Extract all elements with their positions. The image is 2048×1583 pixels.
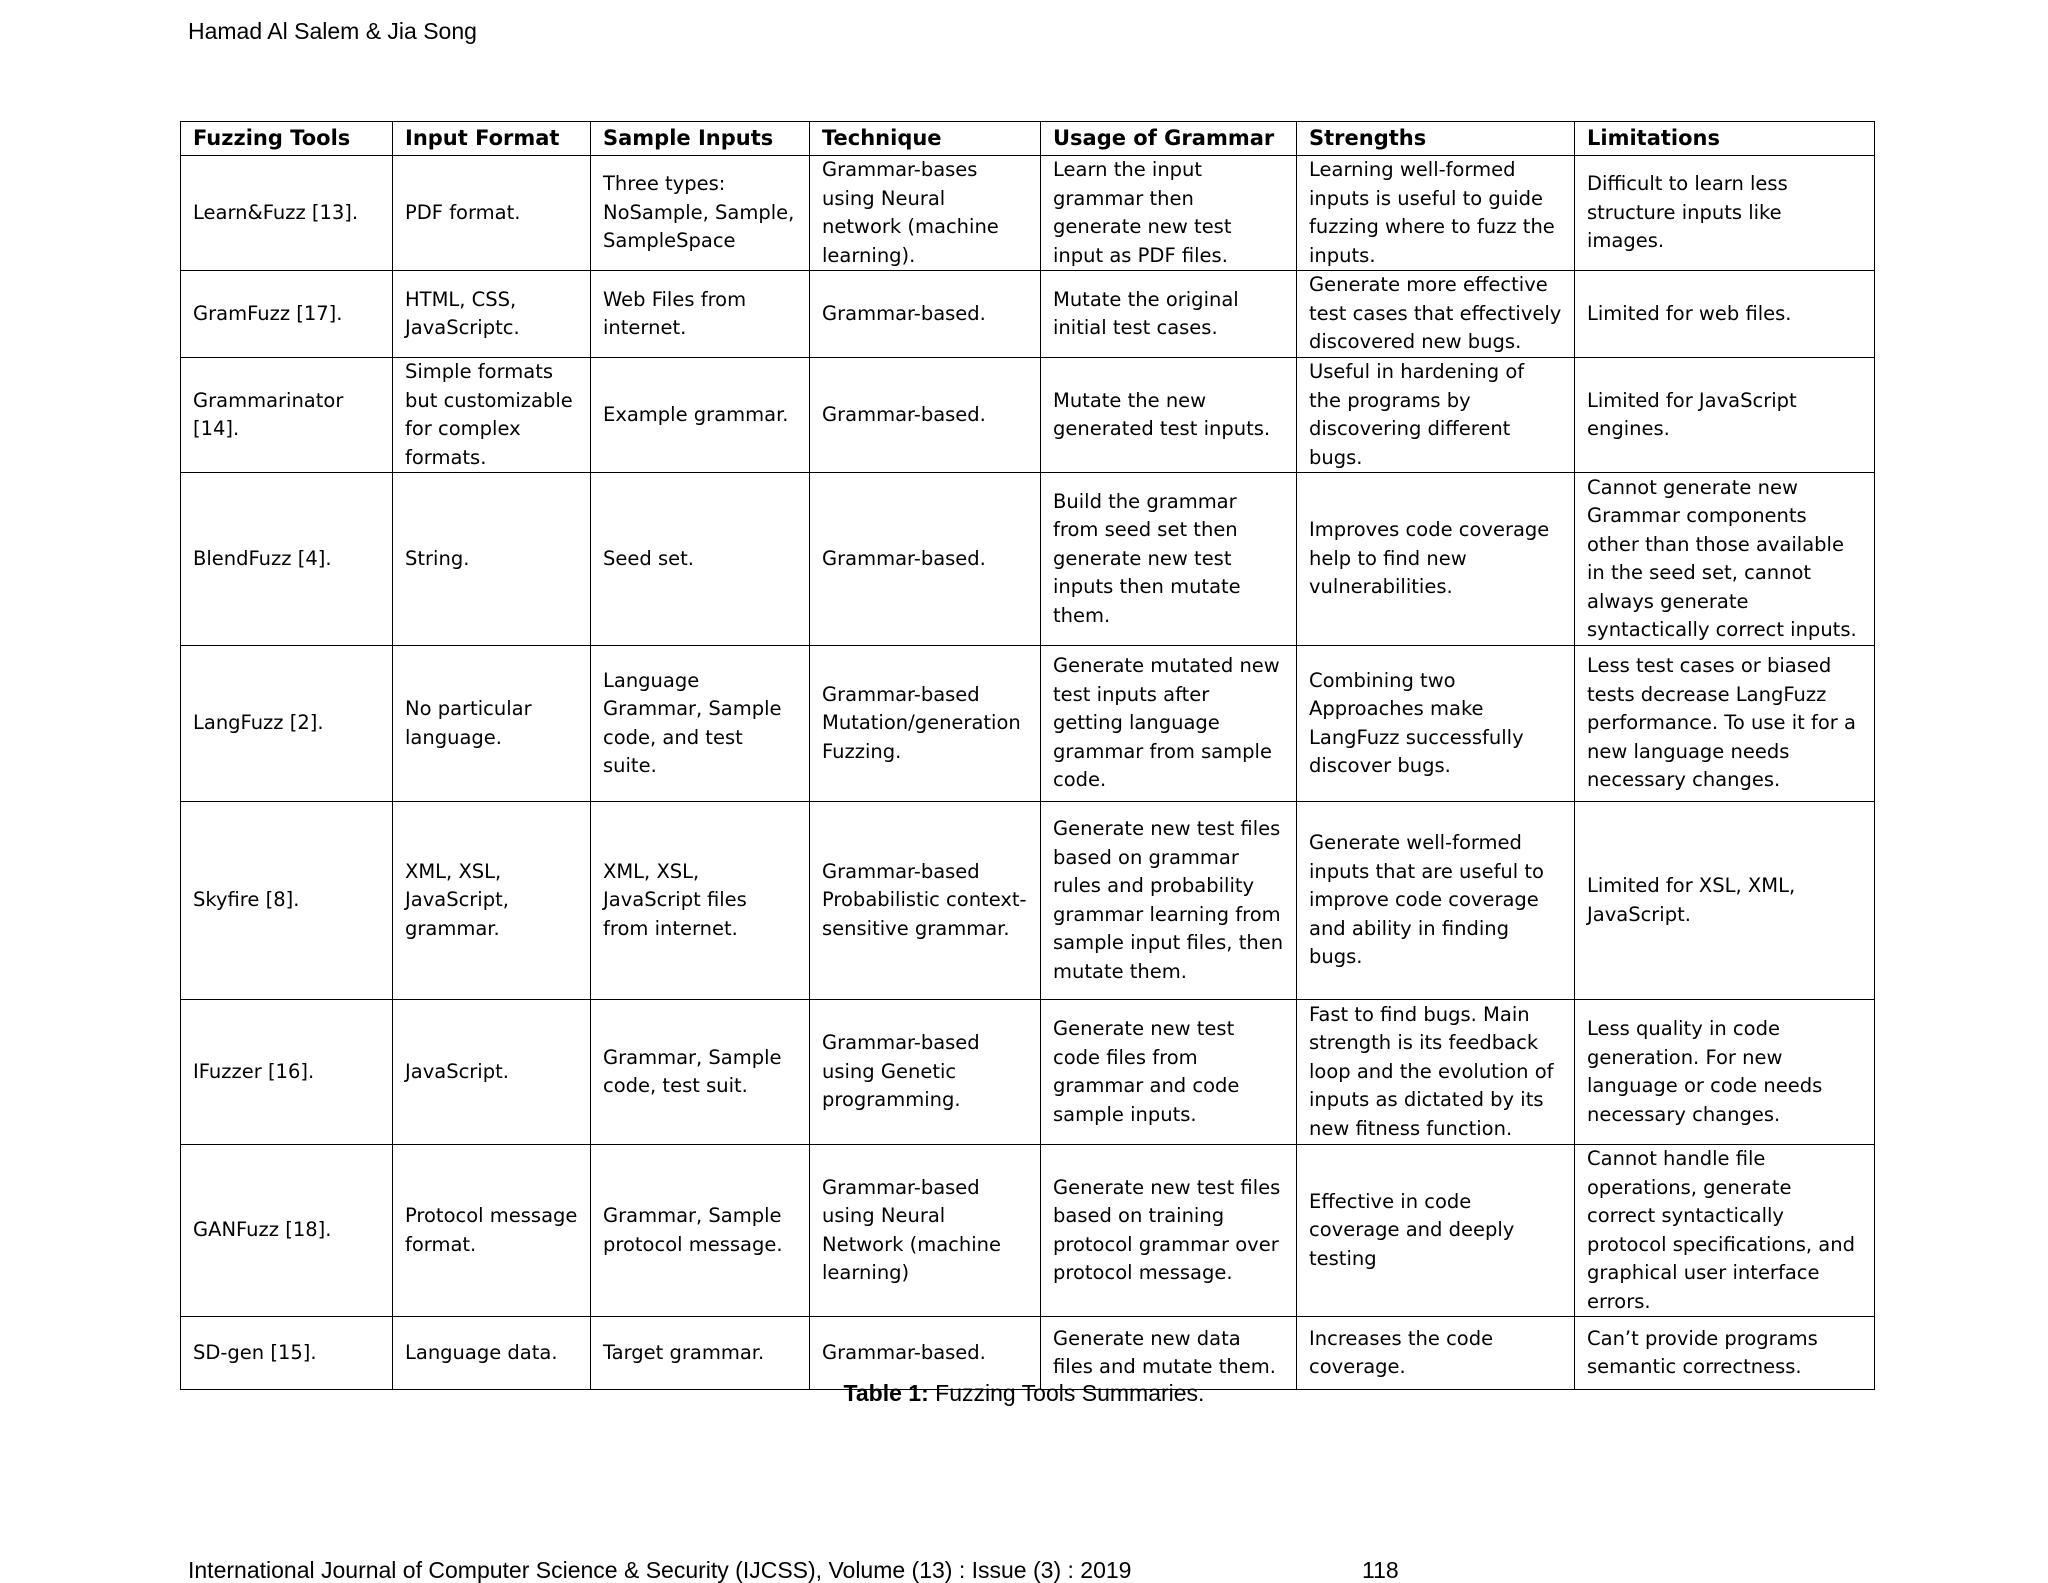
column-header: Strengths — [1297, 122, 1575, 156]
table-cell: Learn the input grammar then generate new test input as PDF files. — [1041, 156, 1297, 271]
column-header: Sample Inputs — [591, 122, 810, 156]
table-cell: Less quality in code generation. For new language or code needs necessary changes. — [1575, 1000, 1875, 1145]
table-cell: Mutate the new generated test inputs. — [1041, 358, 1297, 473]
table-header-row — [181, 122, 1875, 156]
table-row — [181, 802, 1875, 1000]
table-cell: GANFuzz [18]. — [181, 1145, 393, 1317]
table-cell: Effective in code coverage and deeply testing — [1297, 1145, 1575, 1317]
table-cell: XML, XSL, JavaScript files from internet. — [591, 802, 810, 1000]
table-cell: BlendFuzz [4]. — [181, 473, 393, 646]
table-cell: Grammar-based using Genetic programming. — [810, 1000, 1041, 1145]
table-cell: Can’t provide programs semantic correctness. — [1575, 1317, 1875, 1390]
table-cell: Grammar-based Mutation/generation Fuzzing. — [810, 646, 1041, 802]
table-cell: Limited for XSL, XML, JavaScript. — [1575, 802, 1875, 1000]
table-cell: Generate more effective test cases that effectively discovered new bugs. — [1297, 271, 1575, 358]
table-row — [181, 156, 1875, 271]
column-header: Usage of Grammar — [1041, 122, 1297, 156]
table-cell: Three types: NoSample, Sample, SampleSpace — [591, 156, 810, 271]
table-cell: Grammar-based using Neural Network (machine learning) — [810, 1145, 1041, 1317]
table-row — [181, 271, 1875, 358]
table-cell: Generate new test files based on training protocol grammar over protocol message. — [1041, 1145, 1297, 1317]
table-cell: Less test cases or biased tests decrease LangFuzz performance. To use it for a new language needs necessary changes. — [1575, 646, 1875, 802]
table-cell: GramFuzz [17]. — [181, 271, 393, 358]
table-caption — [0, 1380, 2048, 1407]
column-header: Technique — [810, 122, 1041, 156]
table-cell: Generate new data files and mutate them. — [1041, 1317, 1297, 1390]
table-cell: IFuzzer [16]. — [181, 1000, 393, 1145]
table-cell: Generate mutated new test inputs after getting language grammar from sample code. — [1041, 646, 1297, 802]
column-header: Input Format — [393, 122, 591, 156]
table-row — [181, 1145, 1875, 1317]
table-cell: Generate new test files based on grammar rules and probability grammar learning from sample input files, then mutate them. — [1041, 802, 1297, 1000]
table-cell: Cannot handle file operations, generate correct syntactically protocol specifications, and graphical user interface errors. — [1575, 1145, 1875, 1317]
table-cell: JavaScript. — [393, 1000, 591, 1145]
table-cell: LangFuzz [2]. — [181, 646, 393, 802]
table-cell: Build the grammar from seed set then generate new test inputs then mutate them. — [1041, 473, 1297, 646]
column-header: Limitations — [1575, 122, 1875, 156]
table-cell: Useful in hardening of the programs by discovering different bugs. — [1297, 358, 1575, 473]
table-cell: Mutate the original initial test cases. — [1041, 271, 1297, 358]
table-cell: Grammarinator [14]. — [181, 358, 393, 473]
column-header: Fuzzing Tools — [181, 122, 393, 156]
table-cell: SD-gen [15]. — [181, 1317, 393, 1390]
table-cell: Grammar-based. — [810, 358, 1041, 473]
table-cell: Fast to find bugs. Main strength is its feedback loop and the evolution of inputs as dictated by its new fitness function. — [1297, 1000, 1575, 1145]
page-number: 118 — [1362, 1557, 1399, 1583]
table-cell: Limited for JavaScript engines. — [1575, 358, 1875, 473]
table-cell: Improves code coverage help to find new vulnerabilities. — [1297, 473, 1575, 646]
table-cell: Seed set. — [591, 473, 810, 646]
table-cell: Learning well-formed inputs is useful to guide fuzzing where to fuzz the inputs. — [1297, 156, 1575, 271]
table-cell: Grammar-based. — [810, 1317, 1041, 1390]
table-caption-text: Fuzzing Tools Summaries. — [928, 1380, 1205, 1406]
table-cell: Language data. — [393, 1317, 591, 1390]
table-cell: Target grammar. — [591, 1317, 810, 1390]
table-cell: Learn&Fuzz [13]. — [181, 156, 393, 271]
fuzzing-tools-table — [180, 121, 1875, 1390]
table-cell: Grammar, Sample code, test suit. — [591, 1000, 810, 1145]
table-cell: Language Grammar, Sample code, and test suite. — [591, 646, 810, 802]
table-row — [181, 473, 1875, 646]
table-cell: Grammar-bases using Neural network (machine learning). — [810, 156, 1041, 271]
table-cell: HTML, CSS, JavaScriptc. — [393, 271, 591, 358]
footer-journal-citation: International Journal of Computer Science & Security (IJCSS), Volume (13) : Issue (3) : 2019 — [188, 1557, 1132, 1583]
table-cell: Web Files from internet. — [591, 271, 810, 358]
table-cell: XML, XSL, JavaScript, grammar. — [393, 802, 591, 1000]
table-cell: Generate new test code files from grammar and code sample inputs. — [1041, 1000, 1297, 1145]
table-row — [181, 358, 1875, 473]
table-cell: String. — [393, 473, 591, 646]
table-row — [181, 1000, 1875, 1145]
table-cell: Skyfire [8]. — [181, 802, 393, 1000]
table-cell: Grammar-based. — [810, 271, 1041, 358]
table-row — [181, 1317, 1875, 1390]
table-cell: Example grammar. — [591, 358, 810, 473]
table-cell: Combining two Approaches make LangFuzz successfully discover bugs. — [1297, 646, 1575, 802]
table-row — [181, 646, 1875, 802]
table-cell: Increases the code coverage. — [1297, 1317, 1575, 1390]
table-cell: Grammar-based. — [810, 473, 1041, 646]
table-caption-label: Table 1: — [843, 1380, 929, 1406]
table-cell: Protocol message format. — [393, 1145, 591, 1317]
table-cell: Limited for web files. — [1575, 271, 1875, 358]
running-header-authors: Hamad Al Salem & Jia Song — [188, 18, 477, 44]
table-cell: No particular language. — [393, 646, 591, 802]
table-cell: PDF format. — [393, 156, 591, 271]
table-cell: Simple formats but customizable for complex formats. — [393, 358, 591, 473]
table-cell: Cannot generate new Grammar components other than those available in the seed set, cannot always generate syntactically correct inputs. — [1575, 473, 1875, 646]
table-cell: Generate well-formed inputs that are useful to improve code coverage and ability in finding bugs. — [1297, 802, 1575, 1000]
table-cell: Difficult to learn less structure inputs like images. — [1575, 156, 1875, 271]
table-cell: Grammar-based Probabilistic context-sensitive grammar. — [810, 802, 1041, 1000]
table-cell: Grammar, Sample protocol message. — [591, 1145, 810, 1317]
